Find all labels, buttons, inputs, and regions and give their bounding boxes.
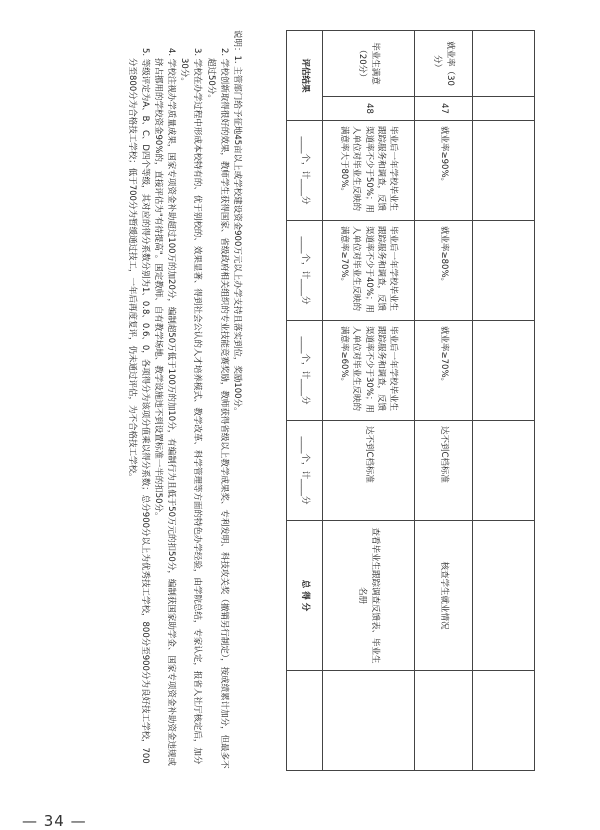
page-number: — 34 — bbox=[22, 812, 87, 830]
item-number: 48 bbox=[323, 97, 415, 121]
result-count-b: ____个，计____分 bbox=[287, 221, 323, 321]
item-number: 47 bbox=[415, 97, 473, 121]
method-cell: 核查学生就业情况 bbox=[415, 521, 473, 671]
method-cell: 查看毕业生跟踪调查反馈表、毕业生名册 bbox=[323, 521, 415, 671]
table-row-employment bbox=[415, 31, 473, 771]
result-count-c: ____个，计____分 bbox=[287, 321, 323, 421]
grade-b-cell: 毕业后一年学校毕业生跟踪服务和调查，反馈渠道率不少于40%；用人单位对毕业生反映的满意率≥70%。 bbox=[323, 221, 415, 321]
grade-c-cell: 就业率≥70%。 bbox=[415, 321, 473, 421]
note-3: 3. 学校在办学过程中形成本校特有的、优于别校的、效果显著、得到社会公认的人才培养模式、教学改革、科学管理等方面的特色办学经验，由学院总结，专家认定，报省人社厅核定后，加分30分。 bbox=[179, 48, 203, 765]
grade-b-cell: 就业率≥80%。 bbox=[415, 221, 473, 321]
category-cell: 就业率（30分） bbox=[415, 31, 473, 97]
notes-section bbox=[124, 30, 243, 770]
result-count-a: ____个，计____分 bbox=[287, 121, 323, 221]
note-1: 说明：1. 主管部门给予征地45亩以上或学校建设资金900万元以上办学支持且落实到位，奖励100分。 bbox=[232, 30, 242, 416]
total-score-label: 总 得 分 bbox=[287, 521, 323, 671]
note-4: 4. 学校注视办学质量成果，国家专项资金补助超过100万的加20分，编制超50万低于100万的加10分，有编制行为且低于50万元的扣50分，编制获国家助学金、国家专项资金补助资金违规或挤占挪用的学校资金90%的，直接评估为"有待提高"。国定教师、自有教学场地、教学设施违不到设置标准一半的扣50分。 bbox=[152, 48, 177, 766]
grade-d-cell: 达不到C档标准 bbox=[415, 421, 473, 521]
evaluation-table bbox=[286, 30, 535, 771]
grade-d-cell: 达不到C档标准 bbox=[323, 421, 415, 521]
note-5: 5. 等级评定为A、B、C、D四个等级，其对应的得分系数分别为1、0.8、0.6、0，各项得分为该项分值乘以得分系数；总分900分以上为优秀技工学校，800分至900分为良好技工学校，700分至800分为合格技工学校；低于700分为暂缓通过技工，一年后再度复评，仍未通过评估，为不合格技工学校。 bbox=[126, 48, 150, 764]
category-cell: 毕业生满意（20分） bbox=[323, 31, 415, 97]
grade-a-cell: 毕业后一年学校毕业生跟踪服务和调查，反馈渠道率不少于50%；用人单位对毕业生反映的满意率大于80%。 bbox=[323, 121, 415, 221]
table-row-satisfaction bbox=[323, 31, 415, 771]
table-row-result bbox=[287, 31, 323, 771]
result-label: 评估结果 bbox=[287, 31, 323, 121]
grade-c-cell: 毕业后一年学校毕业生跟踪服务和调查，反馈渠道率不少于30%；用人单位对毕业生反映的满意率≥60%。 bbox=[323, 321, 415, 421]
grade-a-cell: 就业率≥90%。 bbox=[415, 121, 473, 221]
table-row-empty bbox=[473, 31, 535, 771]
rotated-document-page bbox=[65, 30, 535, 770]
result-count-d: ____个，计____分 bbox=[287, 421, 323, 521]
note-2: 2. 学校创新取得很好的效果，教师学生获得国家、省级政府相关组织的专业技能竞赛奖励，教师获得省级以上教学成果奖、专利发明、科技攻关奖（撤销另行制定），按成绩累计加分，但最多不超过50分。 bbox=[205, 48, 229, 769]
